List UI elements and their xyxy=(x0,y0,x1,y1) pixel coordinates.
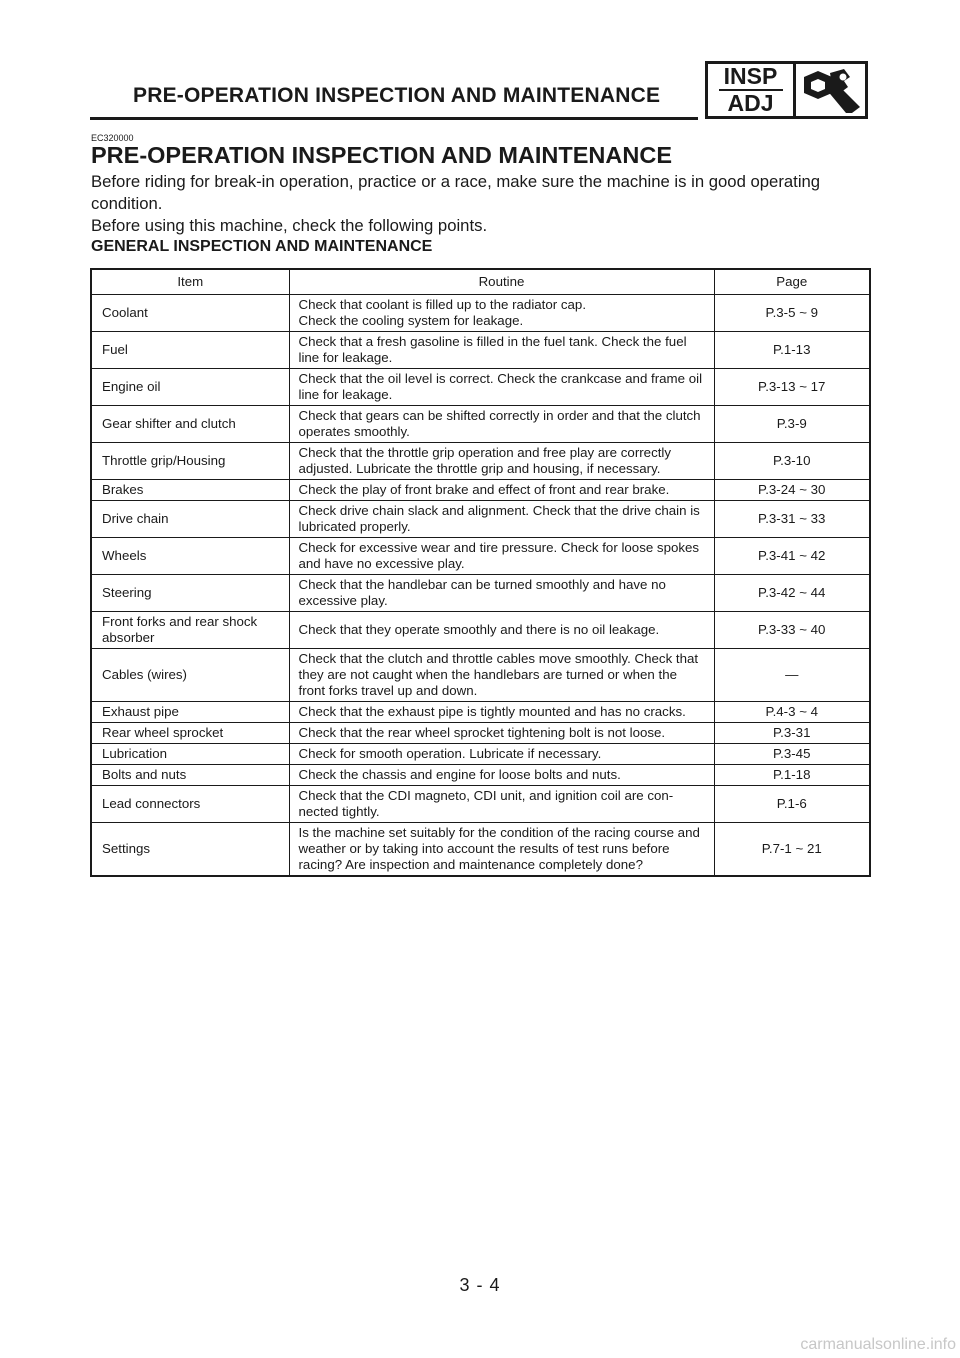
table-row xyxy=(91,744,870,765)
cell-page: P.3-31 xyxy=(714,723,870,744)
column-header-item: Item xyxy=(91,269,289,295)
table-row xyxy=(91,649,870,702)
table-row xyxy=(91,786,870,823)
cell-page: P.7-1 ~ 21 xyxy=(714,823,870,877)
cell-item: Lead connectors xyxy=(91,786,289,823)
cell-item: Bolts and nuts xyxy=(91,765,289,786)
cell-item: Exhaust pipe xyxy=(91,702,289,723)
cell-item: Front forks and rear shock absorber xyxy=(91,612,289,649)
reference-code: EC320000 xyxy=(91,133,134,143)
cell-routine: Check that the throttle grip operation and free play are correctly adjusted. Lubricate the throttle grip and housing, if necessary. xyxy=(289,443,714,480)
cell-item: Brakes xyxy=(91,480,289,501)
cell-routine: Check that the CDI magneto, CDI unit, and ignition coil are con-nected tightly. xyxy=(289,786,714,823)
section-code xyxy=(708,64,796,116)
table-row xyxy=(91,369,870,406)
page-number: 3 - 4 xyxy=(459,1275,501,1295)
inspection-table xyxy=(90,268,871,877)
table-row xyxy=(91,575,870,612)
cell-page: P.1-13 xyxy=(714,332,870,369)
table-row xyxy=(91,612,870,649)
cell-item: Coolant xyxy=(91,295,289,332)
column-header-page: Page xyxy=(714,269,870,295)
intro-text xyxy=(91,171,876,237)
cell-page: P.3-33 ~ 40 xyxy=(714,612,870,649)
cell-page: P.3-13 ~ 17 xyxy=(714,369,870,406)
page-title: PRE-OPERATION INSPECTION AND MAINTENANCE xyxy=(91,142,672,168)
cell-item: Rear wheel sprocket xyxy=(91,723,289,744)
cell-routine: Check drive chain slack and alignment. Check that the drive chain is lubricated properly. xyxy=(289,501,714,538)
cell-page: P.1-18 xyxy=(714,765,870,786)
cell-routine: Check that the oil level is correct. Check the crankcase and frame oil line for leakage. xyxy=(289,369,714,406)
cell-routine: Check the chassis and engine for loose bolts and nuts. xyxy=(289,765,714,786)
table-row xyxy=(91,823,870,877)
cell-item: Fuel xyxy=(91,332,289,369)
cell-routine: Check that the clutch and throttle cables move smoothly. Check that they are not caught when the handlebars are turned or when the front forks travel up and down. xyxy=(289,649,714,702)
cell-page: P.3-31 ~ 33 xyxy=(714,501,870,538)
section-code-adj: ADJ xyxy=(727,90,774,116)
cell-routine: Check that coolant is filled up to the radiator cap. Check the cooling system for leakage. xyxy=(289,295,714,332)
header-title: PRE-OPERATION INSPECTION AND MAINTENANCE xyxy=(133,84,661,107)
header-rule xyxy=(90,117,698,120)
table-row xyxy=(91,406,870,443)
cell-item: Wheels xyxy=(91,538,289,575)
cell-routine: Check that they operate smoothly and there is no oil leakage. xyxy=(289,612,714,649)
cell-routine: Check that the rear wheel sprocket tightening bolt is not loose. xyxy=(289,723,714,744)
cell-page: P.3-45 xyxy=(714,744,870,765)
cell-item: Engine oil xyxy=(91,369,289,406)
table-header-row xyxy=(91,269,870,295)
cell-routine: Check that gears can be shifted correctly in order and that the clutch operates smoothly. xyxy=(289,406,714,443)
cell-page: P.3-42 ~ 44 xyxy=(714,575,870,612)
cell-page: P.3-24 ~ 30 xyxy=(714,480,870,501)
table-row xyxy=(91,501,870,538)
section-subheading: GENERAL INSPECTION AND MAINTENANCE xyxy=(91,238,433,255)
section-badge xyxy=(705,61,868,119)
cell-routine: Check for excessive wear and tire pressure. Check for loose spokes and have no excessive play. xyxy=(289,538,714,575)
cell-item: Steering xyxy=(91,575,289,612)
section-code-insp: INSP xyxy=(719,65,783,91)
cell-item: Throttle grip/Housing xyxy=(91,443,289,480)
cell-routine: Check that the exhaust pipe is tightly mounted and has no cracks. xyxy=(289,702,714,723)
table-row xyxy=(91,702,870,723)
intro-paragraph-2: Before using this machine, check the following points. xyxy=(91,216,488,235)
cell-routine: Check for smooth operation. Lubricate if necessary. xyxy=(289,744,714,765)
table-row xyxy=(91,443,870,480)
table-row xyxy=(91,295,870,332)
cell-routine: Check that the handlebar can be turned smoothly and have no excessive play. xyxy=(289,575,714,612)
cell-page: P.1-6 xyxy=(714,786,870,823)
wrench-and-nut-icon xyxy=(800,67,862,113)
cell-routine: Check that a fresh gasoline is filled in the fuel tank. Check the fuel line for leakage. xyxy=(289,332,714,369)
table-row xyxy=(91,723,870,744)
intro-paragraph-1: Before riding for break-in operation, practice or a race, make sure the machine is in good operating condition. xyxy=(91,172,821,213)
cell-item: Drive chain xyxy=(91,501,289,538)
table-row xyxy=(91,765,870,786)
cell-item: Settings xyxy=(91,823,289,877)
cell-page: P.3-41 ~ 42 xyxy=(714,538,870,575)
watermark: carmanualsonline.info xyxy=(800,1336,956,1353)
cell-page: P.3-9 xyxy=(714,406,870,443)
column-header-routine: Routine xyxy=(289,269,714,295)
cell-page: P.4-3 ~ 4 xyxy=(714,702,870,723)
cell-item: Lubrication xyxy=(91,744,289,765)
table-row xyxy=(91,332,870,369)
cell-routine: Check the play of front brake and effect of front and rear brake. xyxy=(289,480,714,501)
table-row xyxy=(91,538,870,575)
cell-page: — xyxy=(714,649,870,702)
cell-item: Cables (wires) xyxy=(91,649,289,702)
cell-routine: Is the machine set suitably for the condition of the racing course and weather or by taking into account the results of test runs before racing? Are inspection and maintenance completely done? xyxy=(289,823,714,877)
table-body xyxy=(91,295,870,877)
cell-page: P.3-10 xyxy=(714,443,870,480)
table-row xyxy=(91,480,870,501)
cell-page: P.3-5 ~ 9 xyxy=(714,295,870,332)
cell-item: Gear shifter and clutch xyxy=(91,406,289,443)
